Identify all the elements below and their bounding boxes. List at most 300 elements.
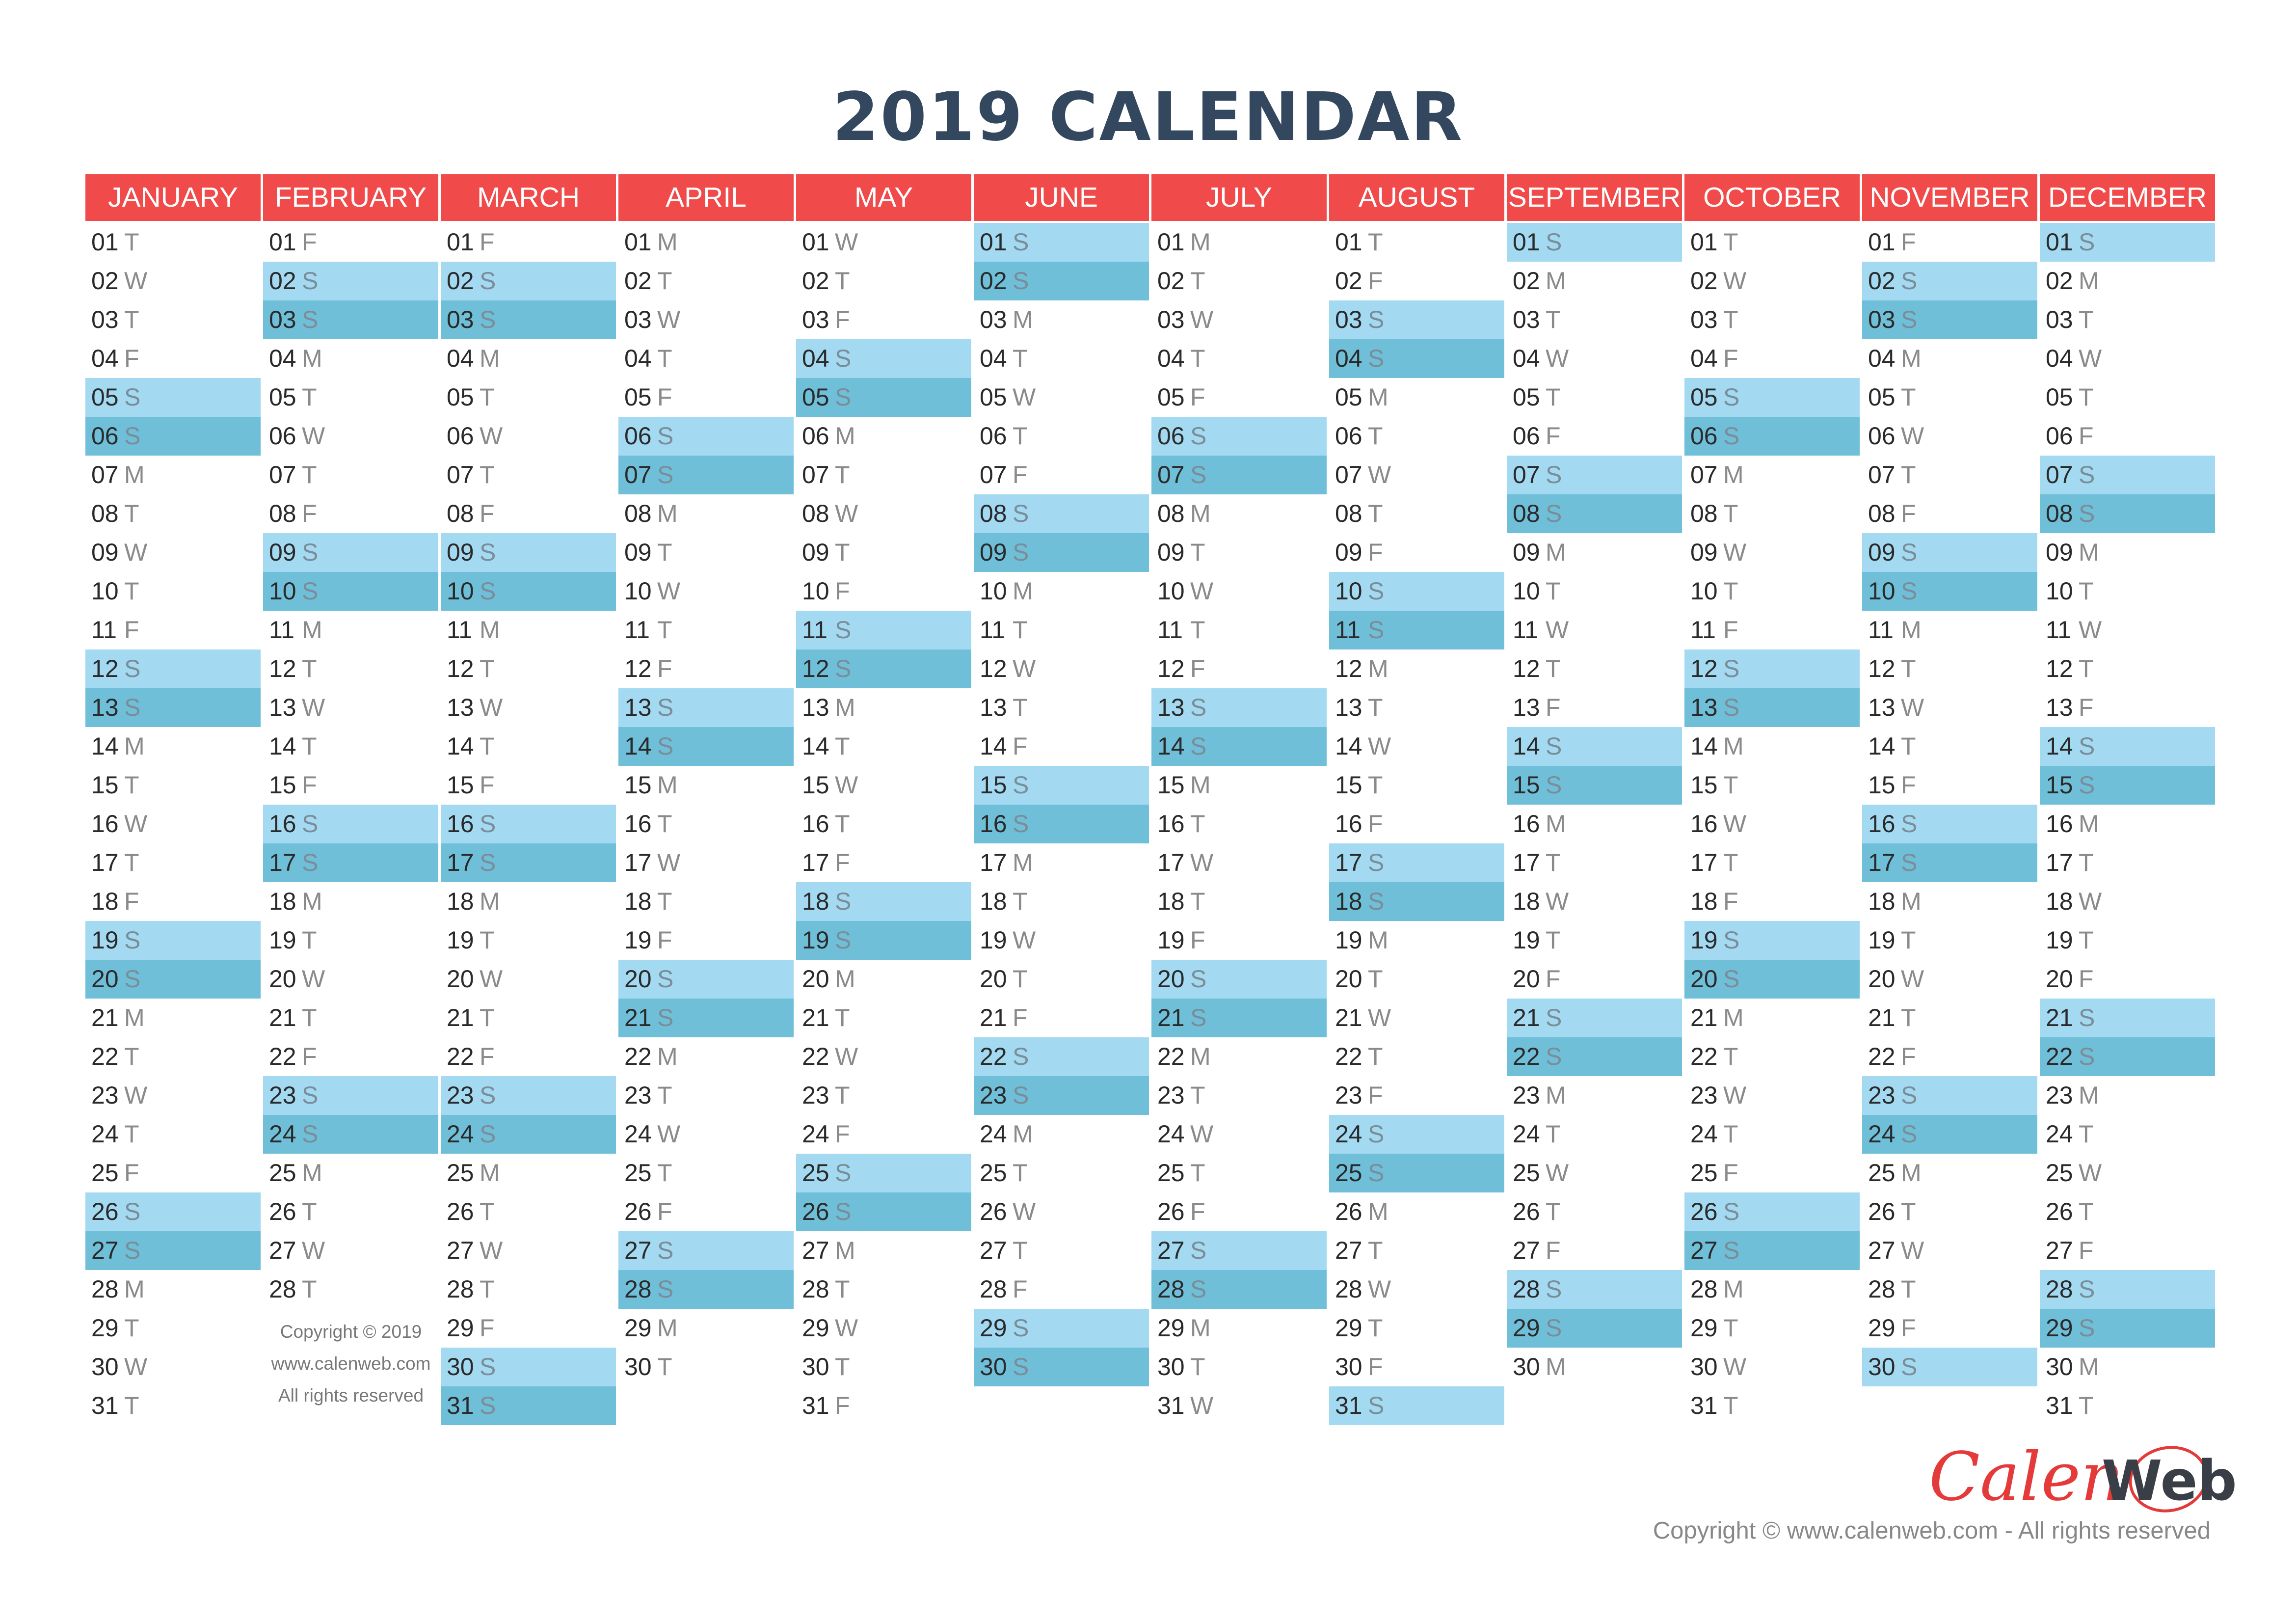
day-row <box>1151 611 1327 649</box>
day-number: 14 <box>2046 732 2073 760</box>
weekday-letter: T <box>1546 655 1561 682</box>
weekday-letter: T <box>1013 616 1028 644</box>
day-row <box>618 262 794 300</box>
weekday-letter: F <box>1368 1353 1383 1380</box>
day-row <box>263 649 438 688</box>
weekday-letter: T <box>657 1159 672 1187</box>
weekday-letter: W <box>835 1043 858 1070</box>
day-number: 04 <box>91 345 119 372</box>
day-number: 06 <box>2046 422 2073 450</box>
day-number: 28 <box>980 1275 1007 1303</box>
day-number: 08 <box>91 500 119 527</box>
day-number: 05 <box>1335 383 1362 411</box>
day-number: 23 <box>1690 1082 1718 1109</box>
day-row <box>1329 572 1504 611</box>
day-number: 27 <box>2046 1237 2073 1264</box>
day-number: 11 <box>2046 616 2071 644</box>
day-number: 26 <box>624 1198 652 1225</box>
page-title: 2019 CALENDAR <box>832 79 1464 156</box>
weekday-letter: S <box>124 1198 141 1225</box>
day-number: 25 <box>1335 1159 1362 1187</box>
day-number: 30 <box>447 1353 474 1380</box>
day-row <box>1684 766 1860 805</box>
day-row <box>1684 572 1860 611</box>
day-row <box>1329 688 1504 727</box>
day-row <box>1151 1192 1327 1231</box>
day-number: 15 <box>2046 771 2073 799</box>
day-row <box>1329 223 1504 262</box>
weekday-letter: S <box>1901 810 1918 838</box>
day-number: 30 <box>1868 1353 1896 1380</box>
weekday-letter: T <box>1546 926 1561 954</box>
weekday-letter: T <box>1013 1237 1028 1264</box>
day-number: 26 <box>802 1198 829 1225</box>
day-number: 22 <box>980 1043 1007 1070</box>
weekday-letter: M <box>1190 1043 1211 1070</box>
weekday-letter: S <box>1901 267 1918 295</box>
day-row <box>85 223 261 262</box>
day-number: 15 <box>1513 771 1540 799</box>
day-number: 12 <box>1513 655 1540 682</box>
day-number: 18 <box>624 888 652 915</box>
month-header: OCTOBER <box>1684 174 1860 221</box>
weekday-letter: S <box>1901 577 1918 605</box>
weekday-letter: F <box>657 655 672 682</box>
weekday-letter: T <box>1901 1004 1916 1031</box>
day-row <box>618 1037 794 1076</box>
day-row <box>796 1115 971 1154</box>
weekday-letter: S <box>1013 539 1029 566</box>
day-number: 29 <box>1513 1314 1540 1342</box>
weekday-letter: S <box>1546 228 1562 256</box>
day-row <box>1151 1386 1327 1425</box>
day-row <box>441 262 616 300</box>
day-row <box>796 494 971 533</box>
weekday-letter: T <box>2079 1392 2094 1419</box>
weekday-letter: S <box>657 422 674 450</box>
day-row <box>1151 533 1327 572</box>
day-number: 28 <box>269 1275 296 1303</box>
day-row <box>974 649 1149 688</box>
weekday-letter: S <box>2079 500 2095 527</box>
day-row <box>974 882 1149 921</box>
day-row <box>1862 300 2037 339</box>
day-number: 10 <box>1157 577 1185 605</box>
day-row <box>2040 1037 2215 1076</box>
day-number: 22 <box>1513 1043 1540 1070</box>
day-number: 04 <box>1513 345 1540 372</box>
day-number: 14 <box>1868 732 1896 760</box>
day-number: 23 <box>1335 1082 1362 1109</box>
day-number: 11 <box>802 616 828 644</box>
weekday-letter: S <box>1368 1159 1385 1187</box>
day-row <box>974 456 1149 494</box>
weekday-letter: W <box>835 500 858 527</box>
weekday-letter: T <box>480 926 495 954</box>
day-number: 24 <box>1868 1120 1896 1148</box>
day-row <box>1151 960 1327 999</box>
day-number: 17 <box>447 849 474 876</box>
day-row <box>1862 1270 2037 1309</box>
month-column-november <box>1862 174 2037 1380</box>
weekday-letter: T <box>1546 1120 1561 1148</box>
weekday-letter: S <box>657 694 674 721</box>
day-row <box>263 1076 438 1115</box>
day-number: 07 <box>2046 461 2073 488</box>
day-number: 31 <box>91 1392 119 1419</box>
weekday-letter: F <box>1723 616 1738 644</box>
day-row <box>1862 727 2037 766</box>
day-row <box>1684 456 1860 494</box>
weekday-letter: M <box>1546 810 1566 838</box>
day-number: 01 <box>1335 228 1362 256</box>
day-number: 03 <box>1513 306 1540 333</box>
weekday-letter: S <box>835 383 852 411</box>
day-row <box>1507 999 1682 1037</box>
weekday-letter: S <box>835 926 852 954</box>
day-number: 06 <box>91 422 119 450</box>
day-number: 14 <box>91 732 119 760</box>
day-row <box>1684 378 1860 417</box>
weekday-letter: S <box>1013 267 1029 295</box>
weekday-letter: S <box>835 1198 852 1225</box>
day-row <box>441 766 616 805</box>
weekday-letter: F <box>480 1043 495 1070</box>
day-row <box>1684 1037 1860 1076</box>
weekday-letter: M <box>480 888 500 915</box>
day-row <box>441 960 616 999</box>
weekday-letter: S <box>124 965 141 993</box>
weekday-letter: T <box>835 732 850 760</box>
day-row <box>85 1154 261 1192</box>
day-row <box>618 1192 794 1231</box>
day-number: 06 <box>802 422 829 450</box>
day-number: 13 <box>1513 694 1540 721</box>
day-number: 09 <box>980 539 1007 566</box>
weekday-letter: S <box>302 306 319 333</box>
weekday-letter: T <box>1901 732 1916 760</box>
day-number: 17 <box>269 849 296 876</box>
day-row <box>1329 339 1504 378</box>
day-number: 14 <box>447 732 474 760</box>
day-row <box>263 960 438 999</box>
day-number: 31 <box>2046 1392 2073 1419</box>
day-row <box>1151 572 1327 611</box>
weekday-letter: T <box>480 1198 495 1225</box>
day-number: 20 <box>269 965 296 993</box>
day-row <box>263 843 438 882</box>
day-number: 21 <box>980 1004 1007 1031</box>
day-row <box>85 805 261 843</box>
weekday-letter: W <box>1190 849 1214 876</box>
day-number: 07 <box>1513 461 1540 488</box>
day-number: 18 <box>1690 888 1718 915</box>
day-number: 11 <box>1513 616 1538 644</box>
day-row <box>2040 960 2215 999</box>
day-row <box>796 1386 971 1425</box>
weekday-letter: W <box>124 267 148 295</box>
day-row <box>441 300 616 339</box>
day-number: 28 <box>1690 1275 1718 1303</box>
weekday-letter: S <box>835 345 852 372</box>
weekday-letter: S <box>1368 1120 1385 1148</box>
day-number: 08 <box>1513 500 1540 527</box>
day-number: 04 <box>269 345 296 372</box>
day-number: 21 <box>2046 1004 2073 1031</box>
weekday-letter: W <box>1190 306 1214 333</box>
day-row <box>85 494 261 533</box>
day-number: 16 <box>1690 810 1718 838</box>
day-row <box>796 1192 971 1231</box>
weekday-letter: W <box>1368 461 1391 488</box>
day-number: 23 <box>269 1082 296 1109</box>
day-row <box>1329 417 1504 456</box>
day-number: 01 <box>91 228 119 256</box>
day-row <box>1507 1076 1682 1115</box>
day-number: 21 <box>802 1004 829 1031</box>
day-row <box>441 1154 616 1192</box>
month-column-april <box>618 174 794 1380</box>
weekday-letter: T <box>1368 422 1383 450</box>
day-row <box>974 960 1149 999</box>
day-row <box>796 1348 971 1386</box>
day-number: 31 <box>1157 1392 1185 1419</box>
day-number: 14 <box>624 732 652 760</box>
weekday-letter: S <box>1368 345 1385 372</box>
weekday-letter: T <box>2079 849 2094 876</box>
day-number: 07 <box>980 461 1007 488</box>
weekday-letter: T <box>1546 306 1561 333</box>
day-row <box>1151 1231 1327 1270</box>
day-row <box>263 921 438 960</box>
day-row <box>2040 1348 2215 1386</box>
day-row <box>1329 1115 1504 1154</box>
day-number: 27 <box>980 1237 1007 1264</box>
day-row <box>85 766 261 805</box>
weekday-letter: T <box>2079 1198 2094 1225</box>
day-row <box>1862 1348 2037 1386</box>
day-row <box>2040 1154 2215 1192</box>
day-number: 08 <box>624 500 652 527</box>
day-row <box>1329 1309 1504 1348</box>
day-number: 25 <box>1868 1159 1896 1187</box>
day-row <box>85 611 261 649</box>
day-row <box>1507 533 1682 572</box>
weekday-letter: S <box>480 1392 496 1419</box>
day-number: 24 <box>447 1120 474 1148</box>
day-number: 16 <box>447 810 474 838</box>
weekday-letter: M <box>480 616 500 644</box>
day-row <box>796 300 971 339</box>
day-row <box>796 1154 971 1192</box>
february-copyright-line: Copyright © 2019 <box>280 1322 422 1342</box>
day-row <box>618 417 794 456</box>
day-row <box>441 1192 616 1231</box>
weekday-letter: W <box>1901 422 1924 450</box>
day-row <box>1151 1309 1327 1348</box>
day-number: 27 <box>1690 1237 1718 1264</box>
weekday-letter: M <box>1013 577 1033 605</box>
day-row <box>796 999 971 1037</box>
day-row <box>441 223 616 262</box>
day-number: 10 <box>980 577 1007 605</box>
day-number: 06 <box>624 422 652 450</box>
day-row <box>796 456 971 494</box>
weekday-letter: T <box>835 267 850 295</box>
month-header: JULY <box>1151 174 1327 221</box>
month-header: FEBRUARY <box>263 174 438 221</box>
weekday-letter: S <box>480 577 496 605</box>
day-number: 07 <box>1868 461 1896 488</box>
day-row <box>1151 494 1327 533</box>
weekday-letter: F <box>2079 422 2094 450</box>
day-number: 23 <box>624 1082 652 1109</box>
day-row <box>2040 611 2215 649</box>
weekday-letter: S <box>1013 228 1029 256</box>
day-number: 17 <box>1513 849 1540 876</box>
day-row <box>441 882 616 921</box>
day-number: 02 <box>1335 267 1362 295</box>
day-row <box>2040 1115 2215 1154</box>
day-row <box>1684 999 1860 1037</box>
day-number: 15 <box>1690 771 1718 799</box>
day-number: 21 <box>91 1004 119 1031</box>
day-number: 23 <box>1868 1082 1896 1109</box>
day-number: 02 <box>1868 267 1896 295</box>
weekday-letter: T <box>657 1353 672 1380</box>
day-row <box>974 999 1149 1037</box>
day-row <box>1862 1154 2037 1192</box>
weekday-letter: T <box>1723 1392 1738 1419</box>
weekday-letter: M <box>1190 1314 1211 1342</box>
day-number: 30 <box>802 1353 829 1380</box>
weekday-letter: F <box>1368 267 1383 295</box>
weekday-letter: F <box>302 771 317 799</box>
day-number: 27 <box>1335 1237 1362 1264</box>
month-column-june <box>974 174 1149 1380</box>
day-number: 23 <box>1157 1082 1185 1109</box>
weekday-letter: T <box>2079 1120 2094 1148</box>
day-row <box>2040 572 2215 611</box>
day-number: 13 <box>447 694 474 721</box>
day-row <box>1684 688 1860 727</box>
weekday-letter: T <box>1723 306 1738 333</box>
weekday-letter: F <box>657 926 672 954</box>
weekday-letter: T <box>1013 888 1028 915</box>
day-number: 29 <box>1157 1314 1185 1342</box>
weekday-letter: S <box>1723 655 1740 682</box>
day-number: 03 <box>269 306 296 333</box>
weekday-letter: S <box>124 655 141 682</box>
day-number: 06 <box>1868 422 1896 450</box>
day-number: 01 <box>802 228 829 256</box>
weekday-letter: S <box>1546 461 1562 488</box>
day-row <box>2040 339 2215 378</box>
day-row <box>1507 1154 1682 1192</box>
weekday-letter: T <box>480 1275 495 1303</box>
weekday-letter: S <box>124 422 141 450</box>
weekday-letter: M <box>1901 345 1922 372</box>
weekday-letter: F <box>1901 500 1916 527</box>
day-number: 18 <box>269 888 296 915</box>
weekday-letter: S <box>1723 1198 1740 1225</box>
weekday-letter: S <box>2079 461 2095 488</box>
day-row <box>974 572 1149 611</box>
day-number: 05 <box>624 383 652 411</box>
day-number: 29 <box>1335 1314 1362 1342</box>
day-number: 19 <box>447 926 474 954</box>
weekday-letter: W <box>1013 655 1036 682</box>
day-number: 25 <box>2046 1159 2073 1187</box>
weekday-letter: M <box>480 345 500 372</box>
weekday-letter: T <box>2079 577 2094 605</box>
day-row <box>1151 766 1327 805</box>
day-number: 22 <box>624 1043 652 1070</box>
day-number: 10 <box>269 577 296 605</box>
day-row <box>974 1270 1149 1309</box>
day-row <box>1507 494 1682 533</box>
weekday-letter: S <box>480 539 496 566</box>
weekday-letter: S <box>480 1120 496 1148</box>
weekday-letter: M <box>1368 1198 1388 1225</box>
day-number: 09 <box>1335 539 1362 566</box>
day-number: 27 <box>1157 1237 1185 1264</box>
day-row <box>85 1309 261 1348</box>
weekday-letter: M <box>1901 1159 1922 1187</box>
day-row <box>1507 456 1682 494</box>
weekday-letter: T <box>1190 616 1205 644</box>
day-row <box>1507 1231 1682 1270</box>
day-row <box>85 339 261 378</box>
day-number: 29 <box>91 1314 119 1342</box>
weekday-letter: F <box>835 577 850 605</box>
weekday-letter: F <box>1013 461 1028 488</box>
day-number: 06 <box>980 422 1007 450</box>
day-row <box>1684 1192 1860 1231</box>
month-header: MAY <box>796 174 971 221</box>
weekday-letter: M <box>480 1159 500 1187</box>
weekday-letter: F <box>835 1120 850 1148</box>
day-number: 09 <box>624 539 652 566</box>
day-number: 20 <box>980 965 1007 993</box>
weekday-letter: M <box>835 694 855 721</box>
day-row <box>441 417 616 456</box>
weekday-letter: T <box>1190 267 1205 295</box>
weekday-letter: T <box>124 500 139 527</box>
day-number: 24 <box>1335 1120 1362 1148</box>
weekday-letter: S <box>1013 1043 1029 1070</box>
day-row <box>1507 960 1682 999</box>
day-row <box>1862 1309 2037 1348</box>
day-number: 17 <box>802 849 829 876</box>
weekday-letter: W <box>1901 694 1924 721</box>
day-number: 01 <box>1868 228 1896 256</box>
day-number: 15 <box>447 771 474 799</box>
day-number: 14 <box>1157 732 1185 760</box>
day-row <box>1862 417 2037 456</box>
weekday-letter: S <box>1723 926 1740 954</box>
day-number: 16 <box>269 810 296 838</box>
month-column-september <box>1507 174 1682 1380</box>
weekday-letter: T <box>1013 694 1028 721</box>
day-row <box>85 727 261 766</box>
weekday-letter: M <box>1013 1120 1033 1148</box>
day-row <box>618 572 794 611</box>
day-row <box>796 611 971 649</box>
day-row <box>2040 1076 2215 1115</box>
day-row <box>974 727 1149 766</box>
day-number: 24 <box>624 1120 652 1148</box>
